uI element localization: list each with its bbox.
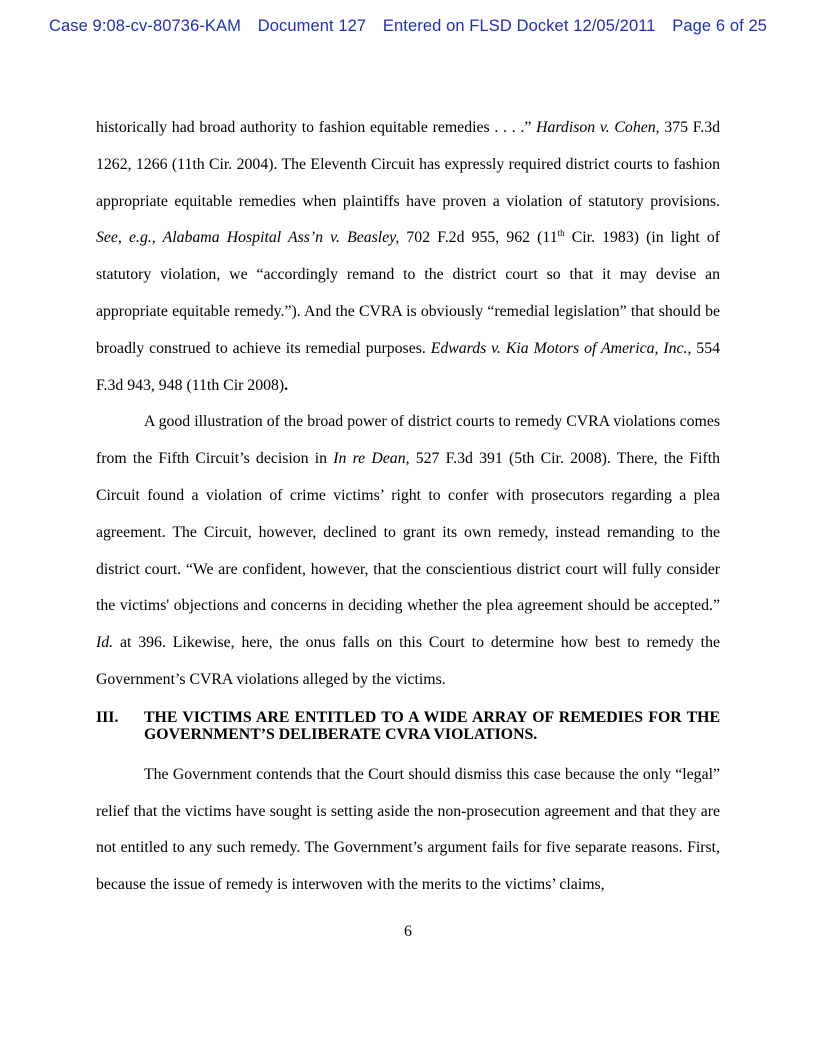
citation-beasley: See, e.g., Alabama Hospital Ass’n v. Beasley, [96,229,400,247]
paragraph-2: A good illustration of the broad power of district courts to remedy CVRA violations comes from the Fifth Circuit’s decision in In re Dean, 527 F.3d 391 (5th Cir. 2008). There, the Fifth Circuit found a violation of crime victims’ right to confer with prosecutors regarding a plea agreement. The Circuit, however, declined to grant its own remedy, instead remanding to the district court. “We are confident, however, that the conscientious district court will fully consider the victims' objections and concerns in deciding whether the plea agreement should be accepted.” Id. at 396. Likewise, here, the onus falls on this Court to determine how best to remedy the Government’s CVRA violations alleged by the victims. [96,413,720,688]
section-number: III. [96,708,119,726]
citation-dean: In re Dean [333,450,406,468]
docket-header [0,17,816,36]
section-title: THE VICTIMS ARE ENTITLED TO A WIDE ARRAY OF REMEDIES FOR THE GOVERNMENT’S DELIBERATE CVRA VIOLATIONS. [144,708,720,743]
citation-edwards: Edwards v. Kia Motors of America, Inc., [430,339,692,357]
docket-entry: Entered on FLSD Docket 12/05/2011 [382,17,656,35]
document-number: Document 127 [257,17,367,35]
page-number: 6 [404,923,412,940]
citation-hardison: Hardison v. Cohen [536,119,656,136]
paragraph-3: The Government contends that the Court should dismiss this case because the only “legal” relief that the victims have sought is setting aside the non-prosecution agreement and that they are not entitled to any such remedy. The Government’s argument fails for five separate reasons. First, because the issue of remedy is interwoven with the merits to the victims’ claims, [96,765,720,894]
section-heading [96,709,720,743]
document-body [96,110,720,904]
page-count: Page 6 of 25 [672,17,768,35]
citation-id: Id. [96,634,114,652]
case-number: Case 9:08-cv-80736-KAM [48,17,241,35]
paragraph-1: historically had broad authority to fashion equitable remedies . . . .” Hardison v. Cohen, 375 F.3d 1262, 1266 (11th Cir. 2004). The Eleventh Circuit has expressly required district courts to fashion appropriate equitable remedies when plaintiffs have proven a violation of statutory provisions. See, e.g., Alabama Hospital Ass’n v. Beasley, 702 F.2d 955, 962 (11th Cir. 1983) (in light of statutory violation, we “accordingly remand to the district court so that it may devise an appropriate equitable remedy.”). And the CVRA is obviously “remedial legislation” that should be broadly construed to achieve its remedial purposes. Edwards v. Kia Motors of America, Inc., 554 F.3d 943, 948 (11th Cir 2008). [96,119,720,394]
